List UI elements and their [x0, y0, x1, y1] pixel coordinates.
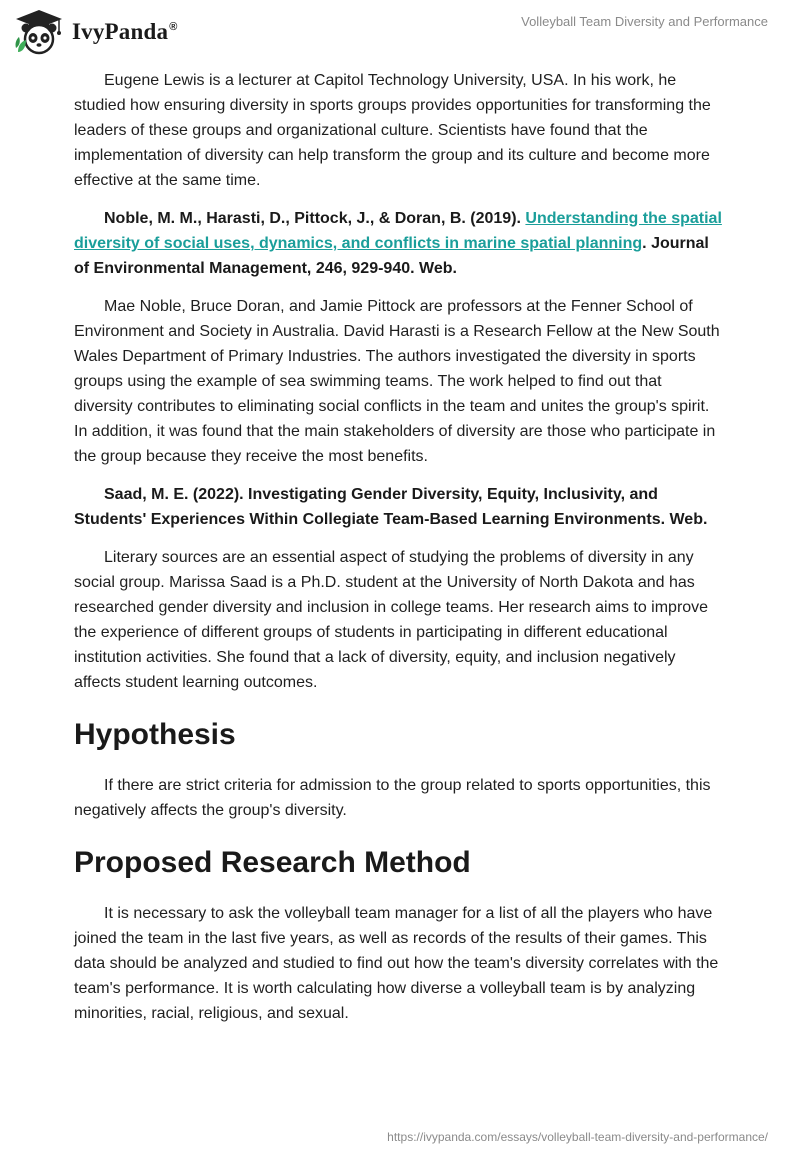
reference-noble-authors: Noble, M. M., Harasti, D., Pittock, J., & Doran, B. (2019). [104, 210, 526, 227]
document-title: Volleyball Team Diversity and Performance [521, 14, 768, 29]
ivypanda-logo[interactable] [12, 8, 178, 56]
reference-noble-link[interactable]: Understanding the spatial diversity of social uses, dynamics, and conflicts in marine spatial planning [74, 210, 722, 252]
article-body [74, 68, 724, 1039]
paragraph-research-method: It is necessary to ask the volleyball team manager for a list of all the players who have joined the team in the last five years, as well as records of the results of their games. This data should be analyzed and studied to find out how the team's diversity correlates with the team's performance. It is worth calculating how diverse a volleyball team is by analyzing minorities, racial, religious, and sexual. [74, 905, 719, 1022]
paragraph-lewis: Eugene Lewis is a lecturer at Capitol Technology University, USA. In his work, he studied how ensuring diversity in sports groups provides opportunities for transforming the leaders of these groups and organizational culture. Scientists have found that the implementation of diversity can help transform the group and its culture and become more effective at the same time. [74, 72, 711, 189]
paragraph-saad: Literary sources are an essential aspect of studying the problems of diversity in any social group. Marissa Saad is a Ph.D. student at the University of North Dakota and has researched gender diversity and inclusion in college teams. Her research aims to improve the experience of different groups of students in participating in different educational institution activities. She found that a lack of diversity, equity, and inclusion negatively affects student learning outcomes. [74, 549, 709, 691]
reference-noble [74, 206, 724, 281]
reference-saad: Saad, M. E. (2022). Investigating Gender Diversity, Equity, Inclusivity, and Students' Experiences Within Collegiate Team-Based Learning Environments. Web. [74, 486, 708, 528]
paragraph-noble: Mae Noble, Bruce Doran, and Jamie Pittock are professors at the Fenner School of Environment and Society in Australia. David Harasti is a Research Fellow at the New South Wales Department of Primary Industries. The authors investigated the diversity in sports groups using the example of sea swimming teams. The work helped to find out that diversity contributes to eliminating social conflicts in the team and unites the group's spirit. In addition, it was found that the main stakeholders of diversity are those who participate in the group because they receive the most benefits. [74, 298, 720, 465]
panda-logo-icon [12, 8, 66, 56]
reference-noble-source: . Journal of Environmental Management, 246, 929-940. Web. [74, 235, 709, 277]
brand-name: IvyPanda® [72, 19, 178, 44]
page-header [0, 0, 800, 64]
footer-url: https://ivypanda.com/essays/volleyball-team-diversity-and-performance/ [387, 1130, 768, 1144]
heading-research-method: Proposed Research Method [74, 846, 471, 879]
paragraph-hypothesis: If there are strict criteria for admission to the group related to sports opportunities, this negatively affects the group's diversity. [74, 777, 711, 819]
heading-hypothesis: Hypothesis [74, 718, 236, 751]
